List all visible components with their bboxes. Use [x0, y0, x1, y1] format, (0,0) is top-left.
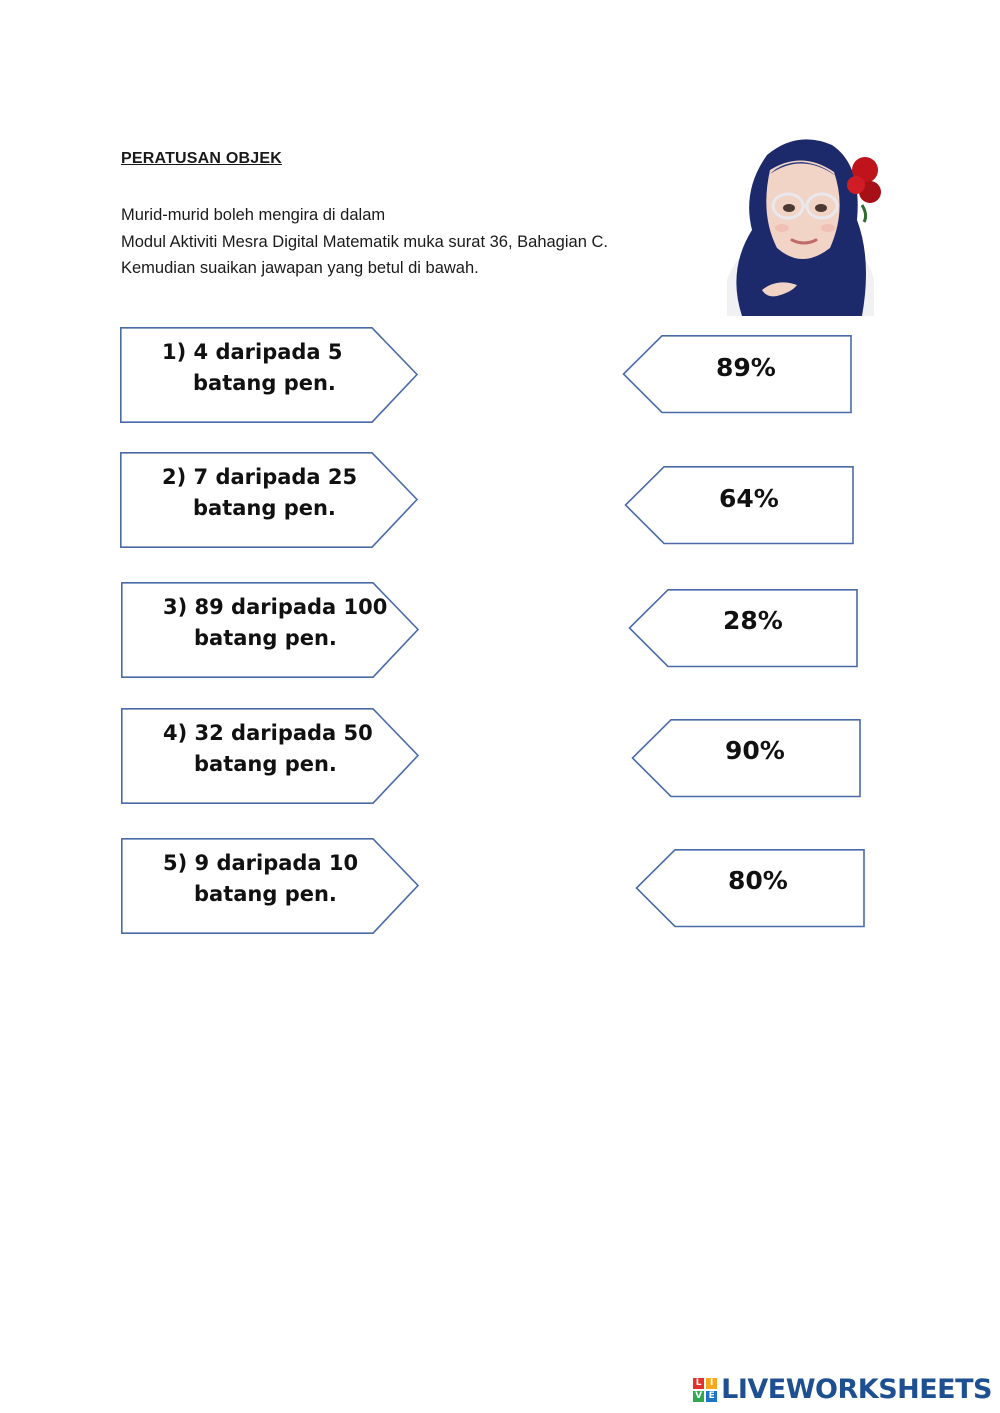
logo-letter: V [693, 1391, 704, 1402]
brand-name: LIVEWORKSHEETS [721, 1374, 992, 1405]
answer-value: 28% [723, 606, 783, 635]
question-card-3[interactable] [121, 582, 421, 679]
question-line-2: batang pen. [193, 496, 336, 520]
question-text [162, 337, 343, 399]
logo-letter: L [693, 1378, 704, 1389]
answer-value: 89% [716, 353, 776, 382]
logo-letter: E [706, 1391, 717, 1402]
answer-card-5[interactable] [635, 849, 867, 928]
answer-value: 90% [725, 736, 785, 765]
answer-card-3[interactable] [628, 589, 860, 668]
answer-value: 80% [728, 866, 788, 895]
question-line-1: 5) 9 daripada 10 [163, 851, 359, 875]
answer-value: 64% [719, 484, 779, 513]
question-card-4[interactable] [121, 708, 421, 805]
avatar [722, 130, 882, 316]
logo-letter: I [706, 1378, 717, 1389]
instruction-line: Modul Aktiviti Mesra Digital Matematik muka surat 36, Bahagian C. [121, 232, 608, 251]
question-line-1: 1) 4 daripada 5 [162, 340, 343, 364]
instruction-line: Kemudian suaikan jawapan yang betul di bawah. [121, 259, 479, 277]
instruction-line: Murid-murid boleh mengira di dalam [121, 206, 386, 224]
question-line-1: 2) 7 daripada 25 [162, 465, 358, 489]
question-text [162, 462, 357, 524]
answer-card-1[interactable] [622, 335, 854, 414]
question-text [163, 848, 358, 910]
question-line-2: batang pen. [193, 371, 336, 395]
question-line-2: batang pen. [194, 752, 337, 776]
logo-grid-icon [693, 1378, 717, 1402]
question-text [163, 718, 373, 780]
question-line-1: 3) 89 daripada 100 [163, 595, 388, 619]
question-text [163, 592, 387, 654]
question-line-1: 4) 32 daripada 50 [163, 721, 373, 745]
question-line-2: batang pen. [194, 882, 337, 906]
instructions [121, 202, 608, 282]
answer-card-2[interactable] [624, 466, 856, 545]
question-card-2[interactable] [120, 452, 420, 549]
liveworksheets-logo [693, 1374, 992, 1405]
question-card-5[interactable] [121, 838, 421, 935]
answer-card-4[interactable] [631, 719, 863, 798]
question-line-2: batang pen. [194, 626, 337, 650]
page-title: PERATUSAN OBJEK [121, 150, 282, 167]
avatar-illustration [722, 130, 882, 316]
question-card-1[interactable] [120, 327, 420, 424]
